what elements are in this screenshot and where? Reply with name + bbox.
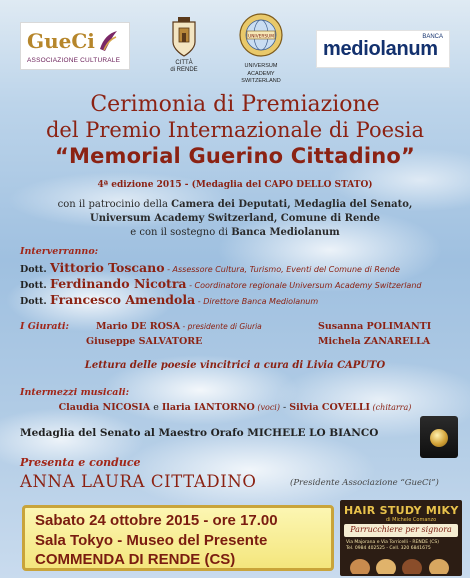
mediolanum-logo (316, 30, 450, 68)
ad-brand: HAIR STUDY MIKY (344, 504, 459, 517)
gueci-logo-word: GueCi (27, 29, 95, 53)
jury-member-name: Giuseppe SALVATORE (86, 336, 203, 347)
speaker-role: - Assessore Cultura, Turismo, Eventi del Comune di Rende (164, 265, 400, 274)
speaker-role: - Direttore Banca Mediolanum (195, 297, 319, 306)
speaker-row (20, 292, 318, 307)
speaker-name: Francesco Amendola (50, 292, 196, 307)
jury-member-3 (318, 321, 431, 332)
hair-studio-ad (340, 500, 462, 576)
mediolanum-banca: BANCA (422, 34, 443, 40)
speaker-name: Vittorio Toscano (50, 260, 165, 275)
musician-name: Claudia NICOSIA (58, 402, 151, 413)
uas-caption-2: ACADEMY (247, 70, 275, 77)
uas-caption-3: SWITZERLAND (241, 78, 281, 84)
rende-crest-logo (162, 16, 206, 82)
host-role: (Presidente Associazione “GueCi”) (290, 478, 439, 488)
host-label: Presenta e conduce (20, 456, 141, 469)
music-line (0, 402, 470, 413)
jury-member-role: - presidente di Giuria (180, 322, 262, 331)
jury-member-4 (318, 336, 430, 347)
medal-icon (430, 429, 448, 447)
music-separator: - (280, 402, 290, 413)
jury-member-2 (86, 336, 202, 347)
patronage-line-1-bold: Camera dei Deputati, Medaglia del Senato, (171, 199, 413, 210)
coat-of-arms-icon (169, 16, 199, 60)
jury-member-1 (96, 321, 262, 332)
edition-line: 4ª edizione 2015 - (Medaglia del CAPO DELLO STATO) (97, 180, 373, 190)
patronage-line-3 (0, 226, 470, 239)
music-and: e (150, 402, 162, 413)
mediolanum-word: mediolanum (323, 38, 438, 60)
event-details-box (22, 505, 334, 571)
speaker-row (20, 260, 400, 275)
medal-image (420, 416, 458, 458)
patronage-line-3-pre: e con il sostegno di (130, 227, 232, 238)
musician-name: Ilaria IANTORNO (161, 402, 255, 413)
speaker-title: Dott. (20, 296, 47, 307)
patronage-line-2-bold: Universum Academy Switzerland, Comune di Rende (90, 213, 380, 224)
ad-address: Via Majorana e Via Torricelli - RENDE (CS) (346, 540, 439, 545)
speaker-role: - Coordinatore regionale Universum Academy Switzerland (186, 281, 422, 290)
globe-icon (238, 12, 284, 58)
universum-academy-logo (232, 12, 290, 86)
title-line-1: Cerimonia di Premiazione (90, 92, 380, 117)
patronage-line-1 (0, 198, 470, 211)
event-location: COMMENDA DI RENDE (CS) (35, 551, 236, 568)
music-label: Intermezzi musicali: (20, 387, 130, 398)
speaker-name: Ferdinando Nicotra (50, 276, 187, 291)
jury-member-name: Susanna POLIMANTI (318, 321, 432, 332)
jury-member-name: Mario DE ROSA (96, 321, 181, 332)
jury-member-name: Michela ZANARELLA (318, 336, 431, 347)
gueci-logo (20, 22, 130, 70)
title-line-3: “Memorial Guerino Cittadino” (54, 144, 416, 168)
ad-tagline-banner (344, 524, 458, 537)
leaf-icon (97, 29, 119, 53)
event-venue: Sala Tokyo - Museo del Presente (35, 532, 268, 549)
patronage-line-3-bold: Banca Mediolanum (231, 227, 340, 238)
uas-badge-text: UNIVERSUM (248, 34, 274, 40)
jury-label: I Giurati: (20, 321, 70, 332)
musician-role: (chitarra) (370, 403, 412, 412)
ad-phone: Tel. 0984 402525 - Cell. 320 6841675 (346, 546, 431, 551)
ad-tagline: Parrucchiere per signora (350, 525, 452, 534)
title-line-2: del Premio Internazionale di Poesia (45, 118, 425, 142)
uas-caption-1: UNIVERSUM (244, 63, 278, 69)
ad-faces-image (346, 554, 456, 574)
event-date: Sabato 24 ottobre 2015 - ore 17.00 (35, 512, 278, 529)
patronage-line-2 (0, 212, 470, 225)
rende-caption-1: CITTÀ (175, 60, 193, 66)
host-name: ANNA LAURA CITTADINO (20, 472, 257, 491)
patronage-line-1-pre: con il patrocinio della (57, 199, 172, 210)
musician-role: (voci) (254, 403, 280, 412)
gueci-logo-subtitle: ASSOCIAZIONE CULTURALE (27, 57, 121, 64)
speaker-title: Dott. (20, 280, 47, 291)
speaker-title: Dott. (20, 264, 47, 275)
speaker-row (20, 276, 421, 291)
ad-owner: di Michele Comanzo (386, 517, 437, 523)
speakers-label: Interverranno: (20, 246, 99, 257)
musician-name: Silvia COVELLI (289, 402, 371, 413)
reading-line: Lettura delle poesie vincitrici a cura di Livia CAPUTO (84, 360, 386, 371)
rende-caption-2: di RENDE (170, 67, 198, 73)
medal-line: Medaglia del Senato al Maestro Orafo MICHELE LO BIANCO (20, 427, 379, 439)
